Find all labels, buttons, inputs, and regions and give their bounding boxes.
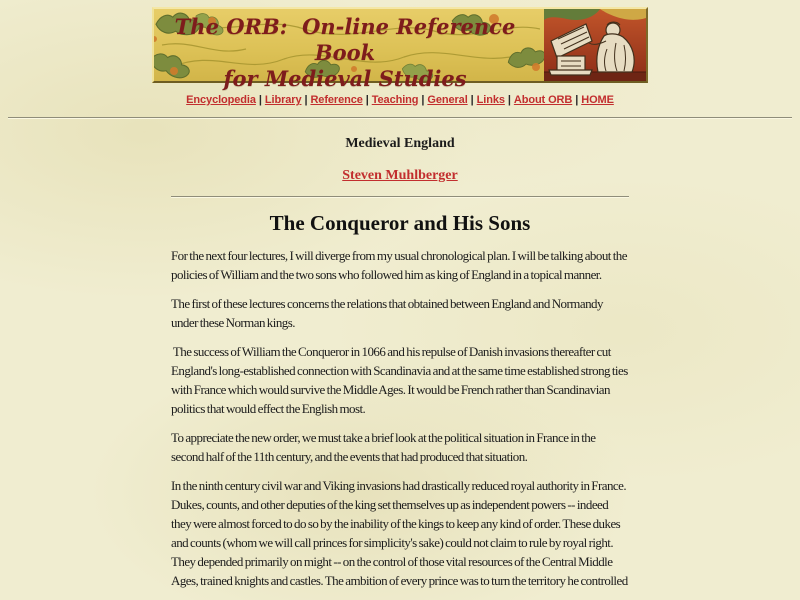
top-divider [8, 117, 792, 119]
article-paragraph: For the next four lectures, I will diverge from my usual chronological plan. I will be talking about the policies of William and the two sons who followed him as king of England in a topical manner. [171, 248, 627, 282]
nav-link-general[interactable]: General [427, 94, 468, 106]
article-paragraph: In the ninth century civil war and Viking invasions had drastically reduced royal authority in France. Dukes, counts, and other deputies of the king set themselves up as independent powers -- indeed they were almost forced to do so by the inability of the kings to keep any kind of order. These dukes and counts (whom we will call princes for simplicity's sake) could not claim to rule by royal right. They depended primarily on might -- on the control of those vital resources of the Central Middle Ages, trained knights and castles. The ambition of every prince was to turn the territory he controlled [171, 478, 628, 588]
banner-title-line1: The ORB: On-line Reference Book [174, 14, 516, 65]
nav-link-library[interactable]: Library [264, 94, 302, 106]
nav-link-about-orb[interactable]: About ORB [513, 94, 573, 106]
orb-banner [152, 7, 648, 91]
article-body [171, 246, 629, 590]
article-divider [171, 196, 629, 198]
section-title: Medieval England [345, 136, 455, 151]
nav-link-reference[interactable]: Reference [310, 94, 363, 106]
author-link[interactable]: Steven Muhlberger [342, 168, 458, 183]
scribe-woodcut-illustration [544, 9, 646, 81]
nav-separator: | [470, 94, 474, 106]
nav-separator: | [365, 94, 369, 106]
nav-separator: | [304, 94, 308, 106]
article-content [171, 136, 629, 590]
banner-title [154, 9, 536, 92]
nav-separator: | [421, 94, 425, 106]
nav-separator: | [575, 94, 579, 106]
nav-separator: | [507, 94, 511, 106]
article-paragraph: To appreciate the new order, we must take a brief look at the political situation in France in the second half of the 11th century, and the events that had produced that situation. [171, 430, 596, 464]
article-paragraph: The success of William the Conqueror in 1066 and his repulse of Danish invasions thereafter cut England's long-established connection with Scandinavia and at the same time established strong ties with France which would survive the Middle Ages. It would be French rather than Scandinavian politics that would effect the English most. [171, 344, 628, 416]
banner-row [0, 0, 800, 91]
article-paragraph: The first of these lectures concerns the relations that obtained between England and Normandy under these Norman kings. [171, 296, 603, 330]
article-title: The Conqueror and His Sons [269, 211, 531, 235]
author-row [171, 168, 629, 183]
banner-title-line2: for Medieval Studies [223, 66, 467, 91]
nav-link-links[interactable]: Links [476, 94, 505, 106]
nav-link-encyclopedia[interactable]: Encyclopedia [186, 94, 256, 106]
main-nav [0, 93, 800, 108]
nav-link-teaching[interactable]: Teaching [371, 94, 419, 106]
nav-separator: | [258, 94, 262, 106]
nav-link-home[interactable]: HOME [581, 94, 614, 106]
